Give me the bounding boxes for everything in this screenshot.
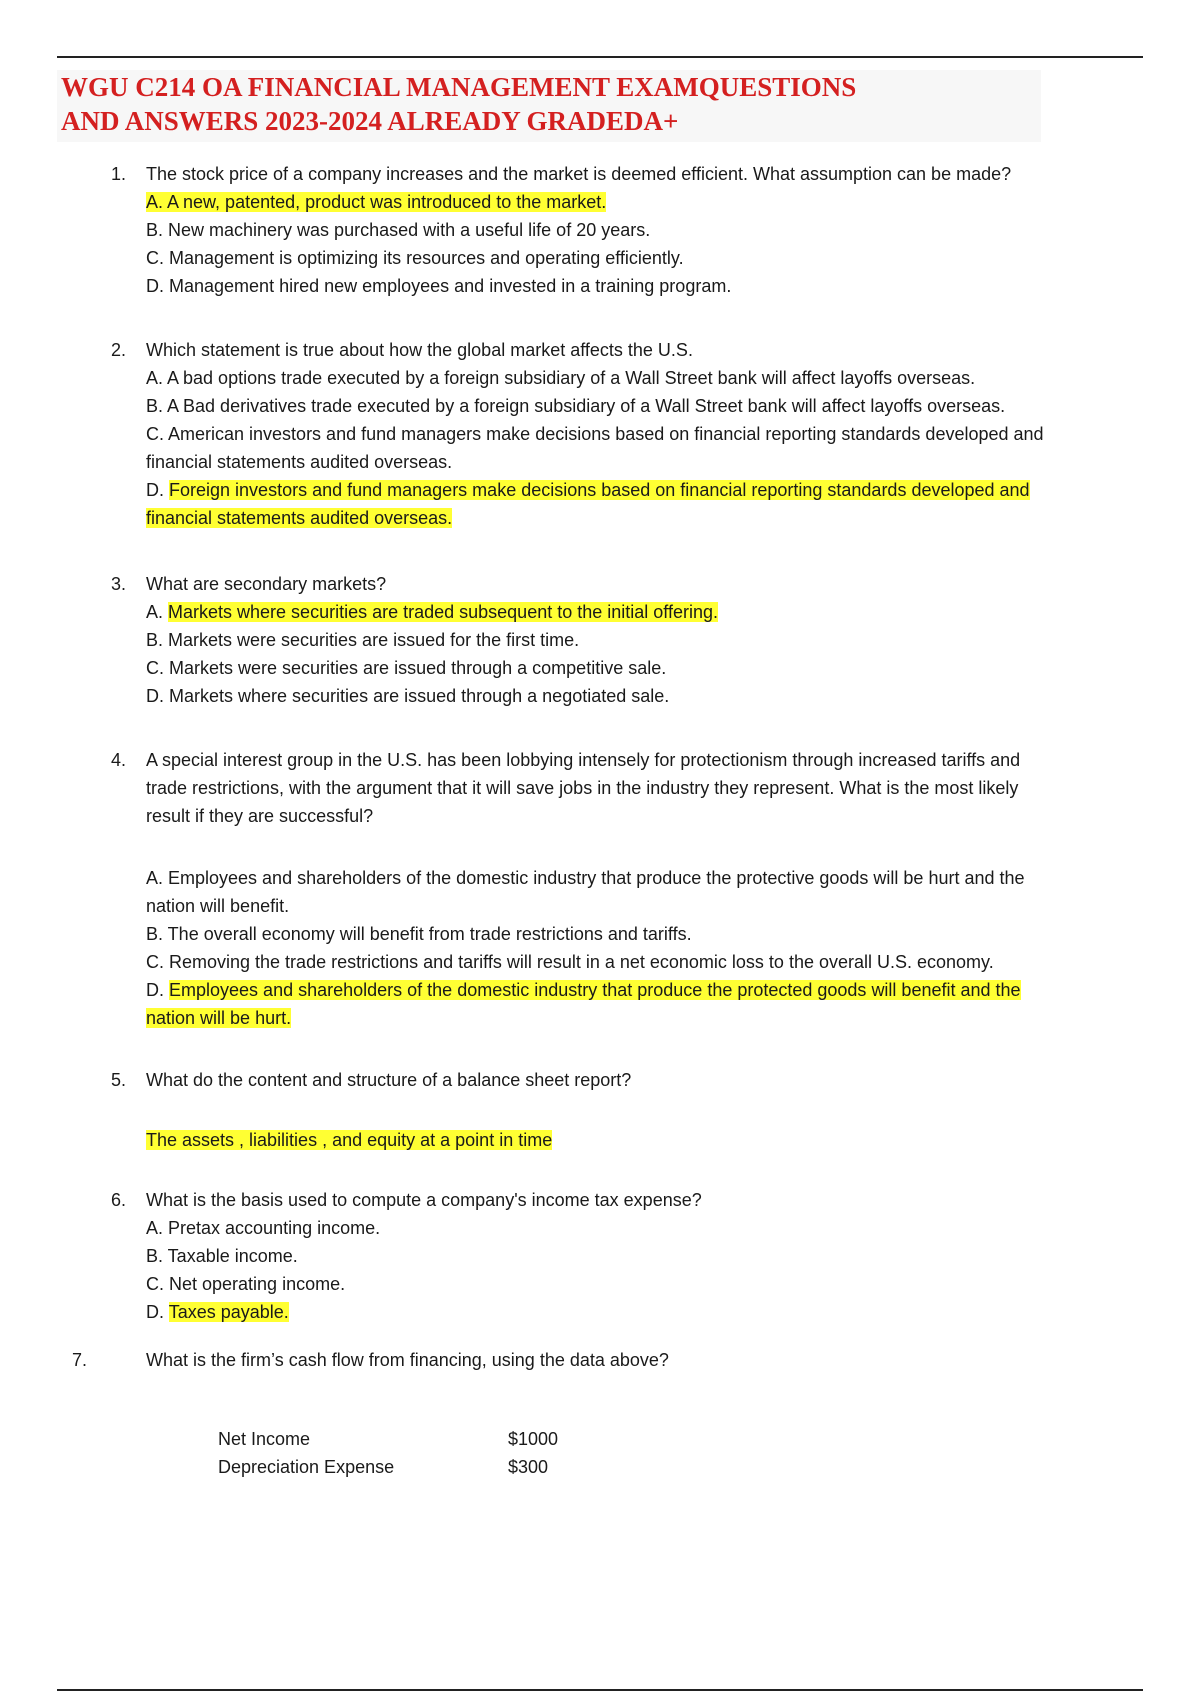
question-number: 7. xyxy=(72,1350,88,1370)
document-title xyxy=(57,70,1041,142)
top-rule xyxy=(57,56,1143,58)
option-d-prefix: D. xyxy=(146,1302,169,1322)
option-d xyxy=(146,476,1146,504)
question-prompt-line-2: trade restrictions, with the argument that it will save jobs in the industry they represent. What is the most likely xyxy=(146,778,1019,798)
question-prompt: What do the content and structure of a balance sheet report? xyxy=(146,1070,632,1090)
option-b: B. Taxable income. xyxy=(146,1246,298,1266)
question-prompt: Which statement is true about how the global market affects the U.S. xyxy=(146,340,693,360)
option-a-answer: A. A new, patented, product was introduced to the market. xyxy=(146,192,607,212)
table-row xyxy=(218,1453,558,1481)
option-b: B. A Bad derivatives trade executed by a foreign subsidiary of a Wall Street bank will affect layoffs overseas. xyxy=(146,396,1006,416)
question-prompt: What is the basis used to compute a company's income tax expense? xyxy=(146,1190,702,1210)
option-d-answer-continued: financial statements audited overseas. xyxy=(146,508,453,528)
question-prompt: What is the firm’s cash flow from financing, using the data above? xyxy=(146,1350,669,1370)
option-a-answer: Markets where securities are traded subsequent to the initial offering. xyxy=(168,602,718,622)
title-line-1: WGU C214 OA FINANCIAL MANAGEMENT EXAMQUESTIONS xyxy=(61,72,857,102)
option-c: C. Net operating income. xyxy=(146,1274,346,1294)
option-c: C. Management is optimizing its resources and operating efficiently. xyxy=(146,248,684,268)
answer-text: The assets , liabilities , and equity at a point in time xyxy=(146,1130,553,1150)
option-d-answer-continued: nation will be hurt. xyxy=(146,1008,292,1028)
option-c-continued: financial statements audited overseas. xyxy=(146,452,453,472)
option-b: B. Markets were securities are issued for the first time. xyxy=(146,630,580,650)
option-b: B. The overall economy will benefit from trade restrictions and tariffs. xyxy=(146,924,692,944)
option-c: C. Removing the trade restrictions and tariffs will result in a net economic loss to the overall U.S. economy. xyxy=(146,952,994,972)
question-prompt: What are secondary markets? xyxy=(146,574,387,594)
option-d-answer: Employees and shareholders of the domestic industry that produce the protected goods will benefit and the xyxy=(169,980,1021,1000)
question-number: 3. xyxy=(111,574,127,594)
option-c: C. Markets were securities are issued through a competitive sale. xyxy=(146,658,667,678)
option-d-prefix: D. xyxy=(146,480,170,500)
question-prompt: A special interest group in the U.S. has been lobbying intensely for protectionism through increased tariffs and xyxy=(146,750,1021,770)
option-d: D. Management hired new employees and invested in a training program. xyxy=(146,276,732,296)
option-d-answer: Taxes payable. xyxy=(168,1302,289,1322)
option-a: A. Employees and shareholders of the domestic industry that produce the protective goods will be hurt and the xyxy=(146,868,1025,888)
option-a-prefix: A. xyxy=(146,602,169,622)
question-number: 4. xyxy=(111,750,127,770)
table-row xyxy=(218,1425,558,1453)
option-a-continued: nation will benefit. xyxy=(146,896,290,916)
option-b: B. New machinery was purchased with a useful life of 20 years. xyxy=(146,220,651,240)
question-number: 2. xyxy=(111,340,127,360)
row-label: Net Income xyxy=(218,1429,311,1449)
title-line-2: AND ANSWERS 2023-2024 ALREADY GRADEDA+ xyxy=(61,106,679,136)
row-value: $300 xyxy=(508,1457,549,1477)
option-d xyxy=(146,976,1146,1004)
question-number: 1. xyxy=(111,164,127,184)
option-a: A. A bad options trade executed by a foreign subsidiary of a Wall Street bank will affect layoffs overseas. xyxy=(146,368,976,388)
row-value: $1000 xyxy=(508,1429,559,1449)
question-number: 6. xyxy=(111,1190,127,1210)
option-d-prefix: D. xyxy=(146,980,170,1000)
question-number: 5. xyxy=(111,1070,127,1090)
row-label: Depreciation Expense xyxy=(218,1457,395,1477)
option-a xyxy=(146,598,1146,626)
option-c: C. American investors and fund managers make decisions based on financial reporting standards developed and xyxy=(146,424,1044,444)
bottom-rule xyxy=(57,1689,1143,1691)
option-d: D. Markets where securities are issued through a negotiated sale. xyxy=(146,686,670,706)
option-d-answer: Foreign investors and fund managers make decisions based on financial reporting standards developed and xyxy=(169,480,1030,500)
option-a: A. Pretax accounting income. xyxy=(146,1218,381,1238)
question-prompt-line-3: result if they are successful? xyxy=(146,806,374,826)
financial-data-table xyxy=(218,1425,558,1481)
option-d xyxy=(146,1298,1146,1326)
question-prompt: The stock price of a company increases and the market is deemed efficient. What assumption can be made? xyxy=(146,164,1012,184)
